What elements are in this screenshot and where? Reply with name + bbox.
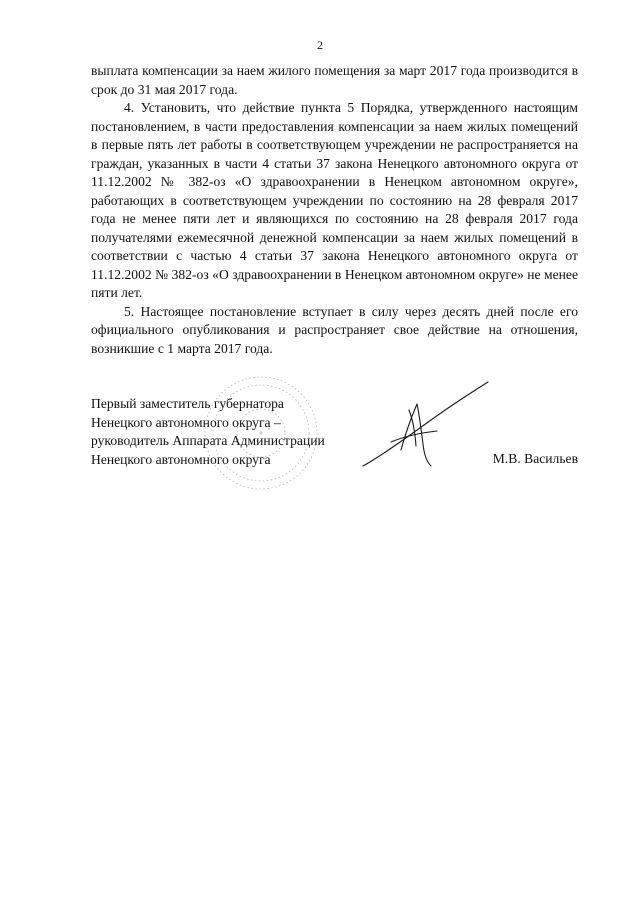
signatory-position-line: Ненецкого автономного округа: [91, 451, 271, 467]
signatory-name: М.В. Васильев: [492, 451, 578, 466]
document-body: [91, 62, 578, 358]
paragraph-continuation: выплата компенсации за наем жилого помещения за март 2017 года производится в срок до 31 мая 2017 года.: [91, 63, 578, 97]
signatory-position: [91, 395, 325, 469]
handwritten-signature-image: [361, 380, 491, 475]
paragraph-item-5: 5. Настоящее постановление вступает в силу через десять дней после его официального опубликования и распространяет свое действие на отношения, возникшие с 1 марта 2017 года.: [91, 303, 578, 356]
page-number: 2: [317, 38, 323, 52]
signatory-position-line: руководитель Аппарата Администрации: [91, 433, 325, 448]
signatory-position-line: Ненецкого автономного округа –: [91, 414, 281, 430]
paragraph-item-4: 4. Установить, что действие пункта 5 Порядка, утвержденного настоящим постановлением, в части предоставления компенсации за наем жилых помещений в первые пять лет работы в соответствующем учреждении не распространяется на граждан, указанных в части 4 статьи 37 закона Ненецкого автономного округа от 11.12.2002 № 382-оз «О здравоохранении в Ненецком автономном округе», работающих в соответствующем учреждении по состоянию на 28 февраля 2017 года не менее пяти лет и являющихся по состоянию на 28 февраля 2017 года получателями ежемесячной денежной компенсации за наем жилых помещений в соответствии с частью 4 статьи 37 закона Ненецкого автономного округа от 11.12.2002 № 382-оз «О здравоохранении в Ненецком автономном округе» не менее пяти лет.: [91, 100, 578, 300]
signatory-position-line: Первый заместитель губернатора: [91, 396, 284, 411]
signature-block: [91, 395, 578, 505]
